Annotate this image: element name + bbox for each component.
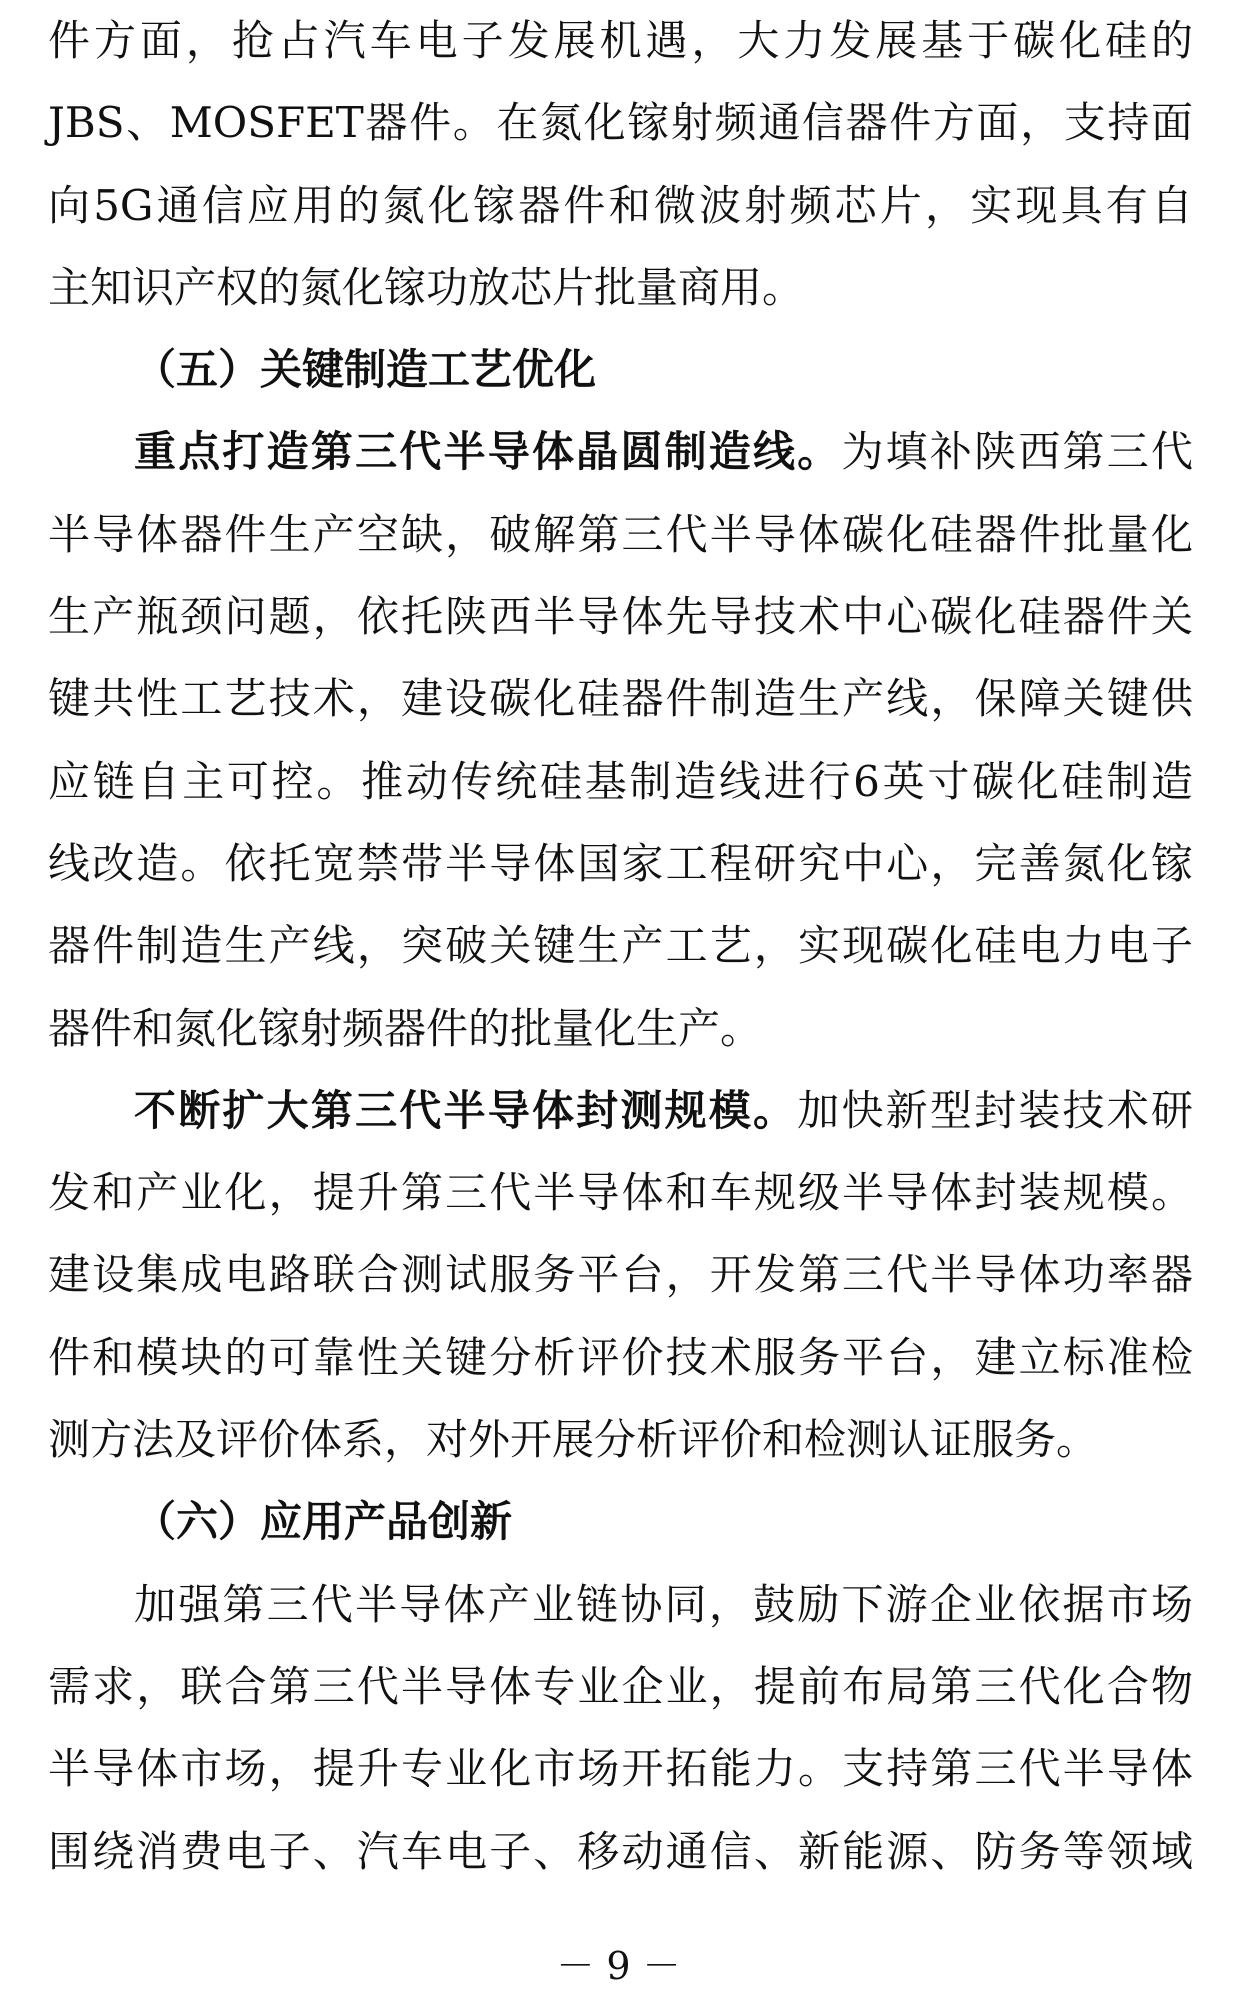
- paragraph-lead-title: 重点打造第三代半导体晶圆制造线。: [134, 427, 842, 477]
- body-line: 建设集成电路联合测试服务平台，开发第三代半导体功率器: [48, 1250, 1193, 1300]
- body-line: 线改造。依托宽禁带半导体国家工程研究中心，完善氮化镓: [48, 838, 1193, 888]
- body-line: 需求，联合第三代半导体专业企业，提前布局第三代化合物: [48, 1661, 1193, 1711]
- paragraph-lead-text: 加快新型封装技术研: [797, 1085, 1193, 1135]
- document-body: [48, 0, 1193, 1893]
- body-line: 加强第三代半导体产业链协同，鼓励下游企业依据市场: [134, 1579, 1193, 1629]
- paragraph-lead-text: 为填补陕西第三代: [841, 427, 1193, 477]
- body-line: 件方面，抢占汽车电子发展机遇，大力发展基于碳化硅的: [48, 16, 1193, 65]
- page-number: － 9 －: [556, 1944, 681, 1988]
- body-line: 生产瓶颈问题，依托陕西半导体先导技术中心碳化硅器件关: [48, 592, 1193, 642]
- paragraph-first-line: [48, 1070, 1193, 1152]
- body-line: 应链自主可控。推动传统硅基制造线进行6英寸碳化硅制造: [48, 756, 1193, 806]
- paragraph-lead-title: 不断扩大第三代半导体封测规模。: [134, 1085, 798, 1135]
- body-line: 半导体市场，提升专业化市场开拓能力。支持第三代半导体: [48, 1744, 1193, 1794]
- body-line: 器件和氮化镓射频器件的批量化生产。: [48, 1003, 763, 1053]
- body-line: 围绕消费电子、汽车电子、移动通信、新能源、防务等领域: [48, 1826, 1193, 1876]
- body-line: 向5G通信应用的氮化镓器件和微波射频芯片，实现具有自: [48, 180, 1193, 230]
- section-heading-5: （五）关键制造工艺优化: [134, 345, 597, 395]
- body-line: 半导体器件生产空缺，破解第三代半导体碳化硅器件批量化: [48, 509, 1193, 559]
- body-line: 键共性工艺技术，建设碳化硅器件制造生产线，保障关键供: [48, 674, 1193, 724]
- section-heading-6: （六）应用产品创新: [134, 1497, 513, 1547]
- body-line: 器件制造生产线，突破关键生产工艺，实现碳化硅电力电子: [48, 921, 1193, 971]
- paragraph-first-line: [48, 411, 1193, 493]
- body-line: 主知识产权的氮化镓功放芯片批量商用。: [48, 262, 805, 312]
- body-line: 发和产业化，提升第三代半导体和车规级半导体封装规模。: [48, 1168, 1193, 1218]
- body-line: 件和模块的可靠性关键分析评价技术服务平台，建立标准检: [48, 1332, 1193, 1382]
- body-line: 测方法及评价体系，对外开展分析评价和检测认证服务。: [48, 1415, 1099, 1465]
- body-line: JBS、MOSFET器件。在氮化镓射频通信器件方面，支持面: [48, 98, 1193, 148]
